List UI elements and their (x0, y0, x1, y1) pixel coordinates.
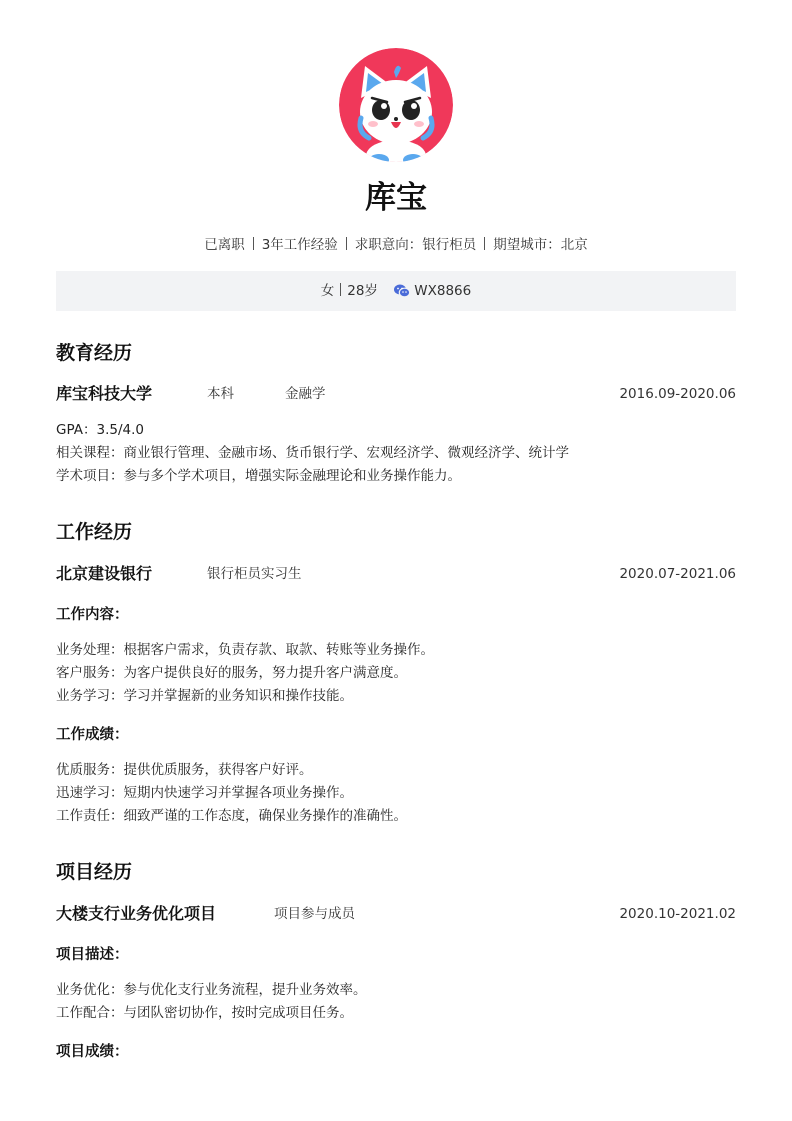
work-experience: 3年工作经验 (261, 237, 338, 253)
age: 28岁 (347, 283, 378, 299)
education-courses: 相关课程：商业银行管理、金融市场、货币银行学、宏观经济学、微观经济学、统计学 (56, 445, 569, 461)
education-degree: 本科 (207, 386, 234, 402)
project-section-title: 项目经历 (56, 861, 133, 883)
project-name: 大楼支行业务优化项目 (56, 904, 217, 923)
education-school: 库宝科技大学 (56, 384, 153, 403)
list-item: 业务优化：参与优化支行业务流程，提升业务效率。 (56, 982, 367, 998)
expected-city: 期望城市：北京 (493, 237, 588, 253)
work-results-heading: 工作成绩： (56, 727, 129, 743)
candidate-meta (0, 234, 792, 256)
list-item: 业务处理：根据客户需求，负责存款、取款、转账等业务操作。 (56, 642, 434, 658)
list-item: 工作配合：与团队密切协作，按时完成项目任务。 (56, 1005, 353, 1021)
divider (346, 237, 347, 250)
list-item: 工作责任：细致严谨的工作态度，确保业务操作的准确性。 (56, 808, 407, 824)
work-section-title: 工作经历 (56, 521, 133, 543)
project-role: 项目参与成员 (274, 906, 355, 922)
work-period: 2020.07-2021.06 (619, 566, 736, 582)
employment-status: 已离职 (204, 237, 245, 253)
work-content-heading: 工作内容： (56, 607, 129, 623)
divider (340, 283, 341, 296)
wechat-icon (394, 274, 410, 314)
education-gpa: GPA：3.5/4.0 (56, 422, 144, 438)
cat-mascot-icon (339, 48, 453, 162)
wechat-id: WX8866 (414, 283, 472, 299)
divider (484, 237, 485, 250)
work-company: 北京建设银行 (56, 564, 153, 583)
project-desc-heading: 项目描述： (56, 947, 129, 963)
project-period: 2020.10-2021.02 (619, 906, 736, 922)
list-item: 业务学习：学习并掌握新的业务知识和操作技能。 (56, 688, 353, 704)
education-projects: 学术项目：参与多个学术项目，增强实际金融理论和业务操作能力。 (56, 468, 461, 484)
candidate-name: 库宝 (365, 180, 427, 216)
list-item: 客户服务：为客户提供良好的服务，努力提升客户满意度。 (56, 665, 407, 681)
gender: 女 (320, 283, 335, 299)
divider (253, 237, 254, 250)
education-section-title: 教育经历 (56, 342, 133, 364)
education-major: 金融学 (285, 386, 326, 402)
education-period: 2016.09-2020.06 (619, 386, 736, 402)
list-item: 迅速学习：短期内快速学习并掌握各项业务操作。 (56, 785, 353, 801)
job-intention: 求职意向：银行柜员 (354, 237, 477, 253)
project-results-heading: 项目成绩： (56, 1044, 129, 1060)
list-item: 优质服务：提供优质服务，获得客户好评。 (56, 762, 313, 778)
avatar (339, 48, 453, 162)
personal-info-bar (56, 271, 736, 311)
work-role: 银行柜员实习生 (207, 566, 302, 582)
